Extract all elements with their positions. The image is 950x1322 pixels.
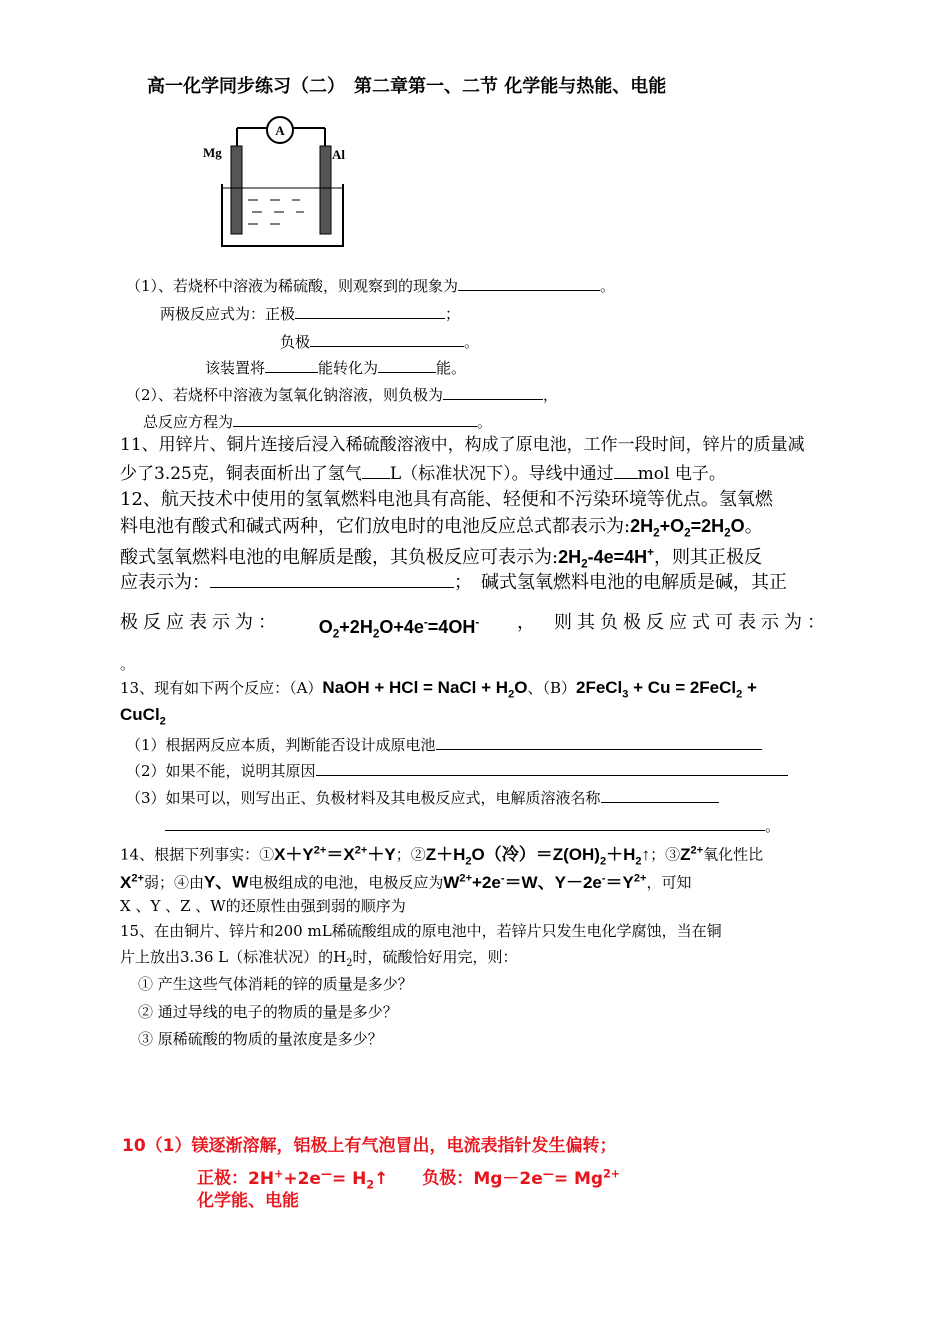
- q10-total-equation-blank[interactable]: [233, 410, 477, 427]
- q14-line2: $X^{2+}$弱；④由Y、W电极组成的电池，电极反应为$W^{2+}+2e^-=W$、$Y-2e^-=Y^{2+}$，可知: [120, 872, 692, 892]
- answer-line1: 10（1）镁逐渐溶解，铝极上有气泡冒出，电流表指针发生偏转；: [122, 1136, 617, 1156]
- q13-line1: 13、现有如下两个反应：（A）NaOH + HCl = NaCl + $H_2O$、（B）2FeCl$_3$ + Cu = 2FeCl$_2$ +: [120, 678, 757, 701]
- q14-fact2: $Z+H_2O$（冷）$=Z(OH)_2+H_2↑$: [425, 844, 651, 868]
- q12-line6: 。: [120, 655, 136, 673]
- q10-energy-to-blank[interactable]: [378, 356, 436, 373]
- q10-energy-from-blank[interactable]: [265, 356, 318, 373]
- mg-electrode: [231, 146, 242, 234]
- q14-fact1: $X+Y^{2+}=X^{2+}+Y$: [274, 844, 396, 864]
- q12-line3: 酸式氢氧燃料电池的电解质是酸，其负极反应可表示为$:2H_2-4e=4H^+$，则其正极反: [120, 546, 762, 571]
- answer-negative-equation: $Mg-2e^—= Mg^{2+}$: [473, 1167, 621, 1189]
- q15-line1: 15、在由铜片、锌片和200 mL稀硫酸组成的原电池中，若锌片只发生电化学腐蚀，当在铜: [120, 922, 722, 940]
- q13-sub2: （2）如果不能，说明其原因: [126, 759, 788, 781]
- q11-line1: 11、用锌片、铜片连接后浸入稀硫酸溶液中，构成了原电池，工作一段时间，锌片的质量减: [120, 435, 805, 455]
- q12-alkaline-positive-equation: $O_2+2H_2O+4e^-=4OH^-$: [318, 616, 480, 641]
- q13-sub3: （3）如果可以，则写出正、负极材料及其电极反应式，电解质溶液名称: [126, 786, 719, 808]
- q10-anode-blank[interactable]: [443, 383, 543, 400]
- answer-positive-equation: $2H^++2e^—= H_2↑$: [248, 1167, 389, 1192]
- q10-part2-line: （2）、若烧杯中溶液为氢氧化钠溶液，则负极为 ，: [126, 383, 558, 405]
- q10-positive-line: 两极反应式为：正极 ；: [160, 302, 460, 324]
- q15-item1: ① 产生这些气体消耗的锌的质量是多少？: [138, 975, 413, 993]
- q14-line3: X 、Y 、Z 、W的还原性由强到弱的顺序为: [120, 897, 406, 915]
- q10-total-line: 总反应方程为 。: [143, 410, 492, 432]
- answer-line3: 化学能、电能: [197, 1191, 299, 1211]
- q13-sub3-cont: 。: [165, 814, 780, 836]
- page-title: 高一化学同步练习（二） 第二章第一、二节 化学能与热能、电能: [147, 76, 667, 97]
- q10-phenomenon-blank[interactable]: [458, 274, 600, 291]
- q13-reaction-b-cont: CuCl$_2$: [120, 705, 166, 728]
- q11-electron-mol-blank[interactable]: [614, 462, 638, 479]
- q12-line2: 料电池有酸式和碱式两种，它们放电时的电池反应总式都表示为$:2H_2+O_2=2H_2O$。: [120, 516, 763, 540]
- q15-item2: ② 通过导线的电子的物质的量是多少？: [138, 1003, 398, 1021]
- q13-reaction-a: NaOH + HCl = NaCl + $H_2O$: [322, 678, 528, 701]
- q15-item3: ③ 原稀硫酸的物质的量浓度是多少？: [138, 1030, 383, 1048]
- q10-part1-line: （1）、若烧杯中溶液为稀硫酸，则观察到的现象为 。: [126, 274, 615, 296]
- q10-negative-line: 负极 。: [280, 330, 479, 352]
- q14-electrode-reactions: $W^{2+}+2e^-=W$、$Y-2e^-=Y^{2+}$: [443, 872, 647, 892]
- answer-line2: 正极：$2H^++2e^—= H_2↑$ 负极：$Mg-2e^—= Mg^{2+}$: [197, 1167, 621, 1192]
- q12-line5: 极反应表示为： $O_2+2H_2O+4e^-=4OH^-$ ， 则其负极反应式可表示为：: [120, 613, 830, 645]
- q11-hydrogen-volume-blank[interactable]: [362, 462, 390, 479]
- solution-dashes: [248, 200, 304, 224]
- al-electrode: [320, 146, 331, 234]
- q13-reaction-b: 2FeCl$_3$ + Cu = 2FeCl$_2$ +: [575, 678, 757, 701]
- q12-acid-negative-equation: $2H_2-4e=4H^+$: [558, 546, 654, 571]
- q12-total-equation: $2H_2+O_2=2H_2O$: [630, 516, 745, 540]
- q10-positive-blank[interactable]: [295, 302, 445, 319]
- q13-sub1-blank[interactable]: [436, 733, 762, 750]
- ammeter-label: A: [275, 123, 285, 138]
- galvanic-cell-diagram: [200, 112, 360, 252]
- q14-line1: 14、根据下列事实：$①X+Y^{2+}=X^{2+}+Y$；$②Z+H_2O$（冷）$=Z(OH)_2+H_2↑$；$③Z^{2+}$氧化性比: [120, 844, 764, 868]
- q12-line1: 12、航天技术中使用的氢氧燃料电池具有高能、轻便和不污染环境等优点。氢氧燃: [120, 489, 773, 510]
- q15-line2: 片上放出3.36 L（标准状况）的$H_2$时，硫酸恰好用完，则：: [120, 948, 518, 969]
- q10-energy-line: 该装置将 能转化为 能。: [205, 356, 466, 378]
- q13-sub3-blank-2[interactable]: [165, 814, 765, 831]
- q12-line4: 应表示为： ； 碱式氢氧燃料电池的电解质是碱，其正: [120, 572, 787, 593]
- q13-sub3-blank[interactable]: [601, 786, 719, 803]
- q14-electrodes: Y、W: [203, 872, 249, 892]
- mg-label: Mg: [203, 145, 222, 160]
- q13-sub1: （1）根据两反应本质，判断能否设计成原电池: [126, 733, 762, 755]
- q10-negative-blank[interactable]: [310, 330, 464, 347]
- al-label: Al: [332, 147, 345, 162]
- q12-acid-positive-blank[interactable]: [210, 571, 454, 588]
- q13-sub2-blank[interactable]: [316, 759, 788, 776]
- q14-z-ion: $Z^{2+}$: [680, 844, 704, 864]
- q11-line2: 少了3.25克，铜表面析出了氢气 L（标准状况下）。导线中通过 mol 电子。: [120, 464, 726, 484]
- q14-x-ion: $X^{2+}$: [120, 872, 144, 892]
